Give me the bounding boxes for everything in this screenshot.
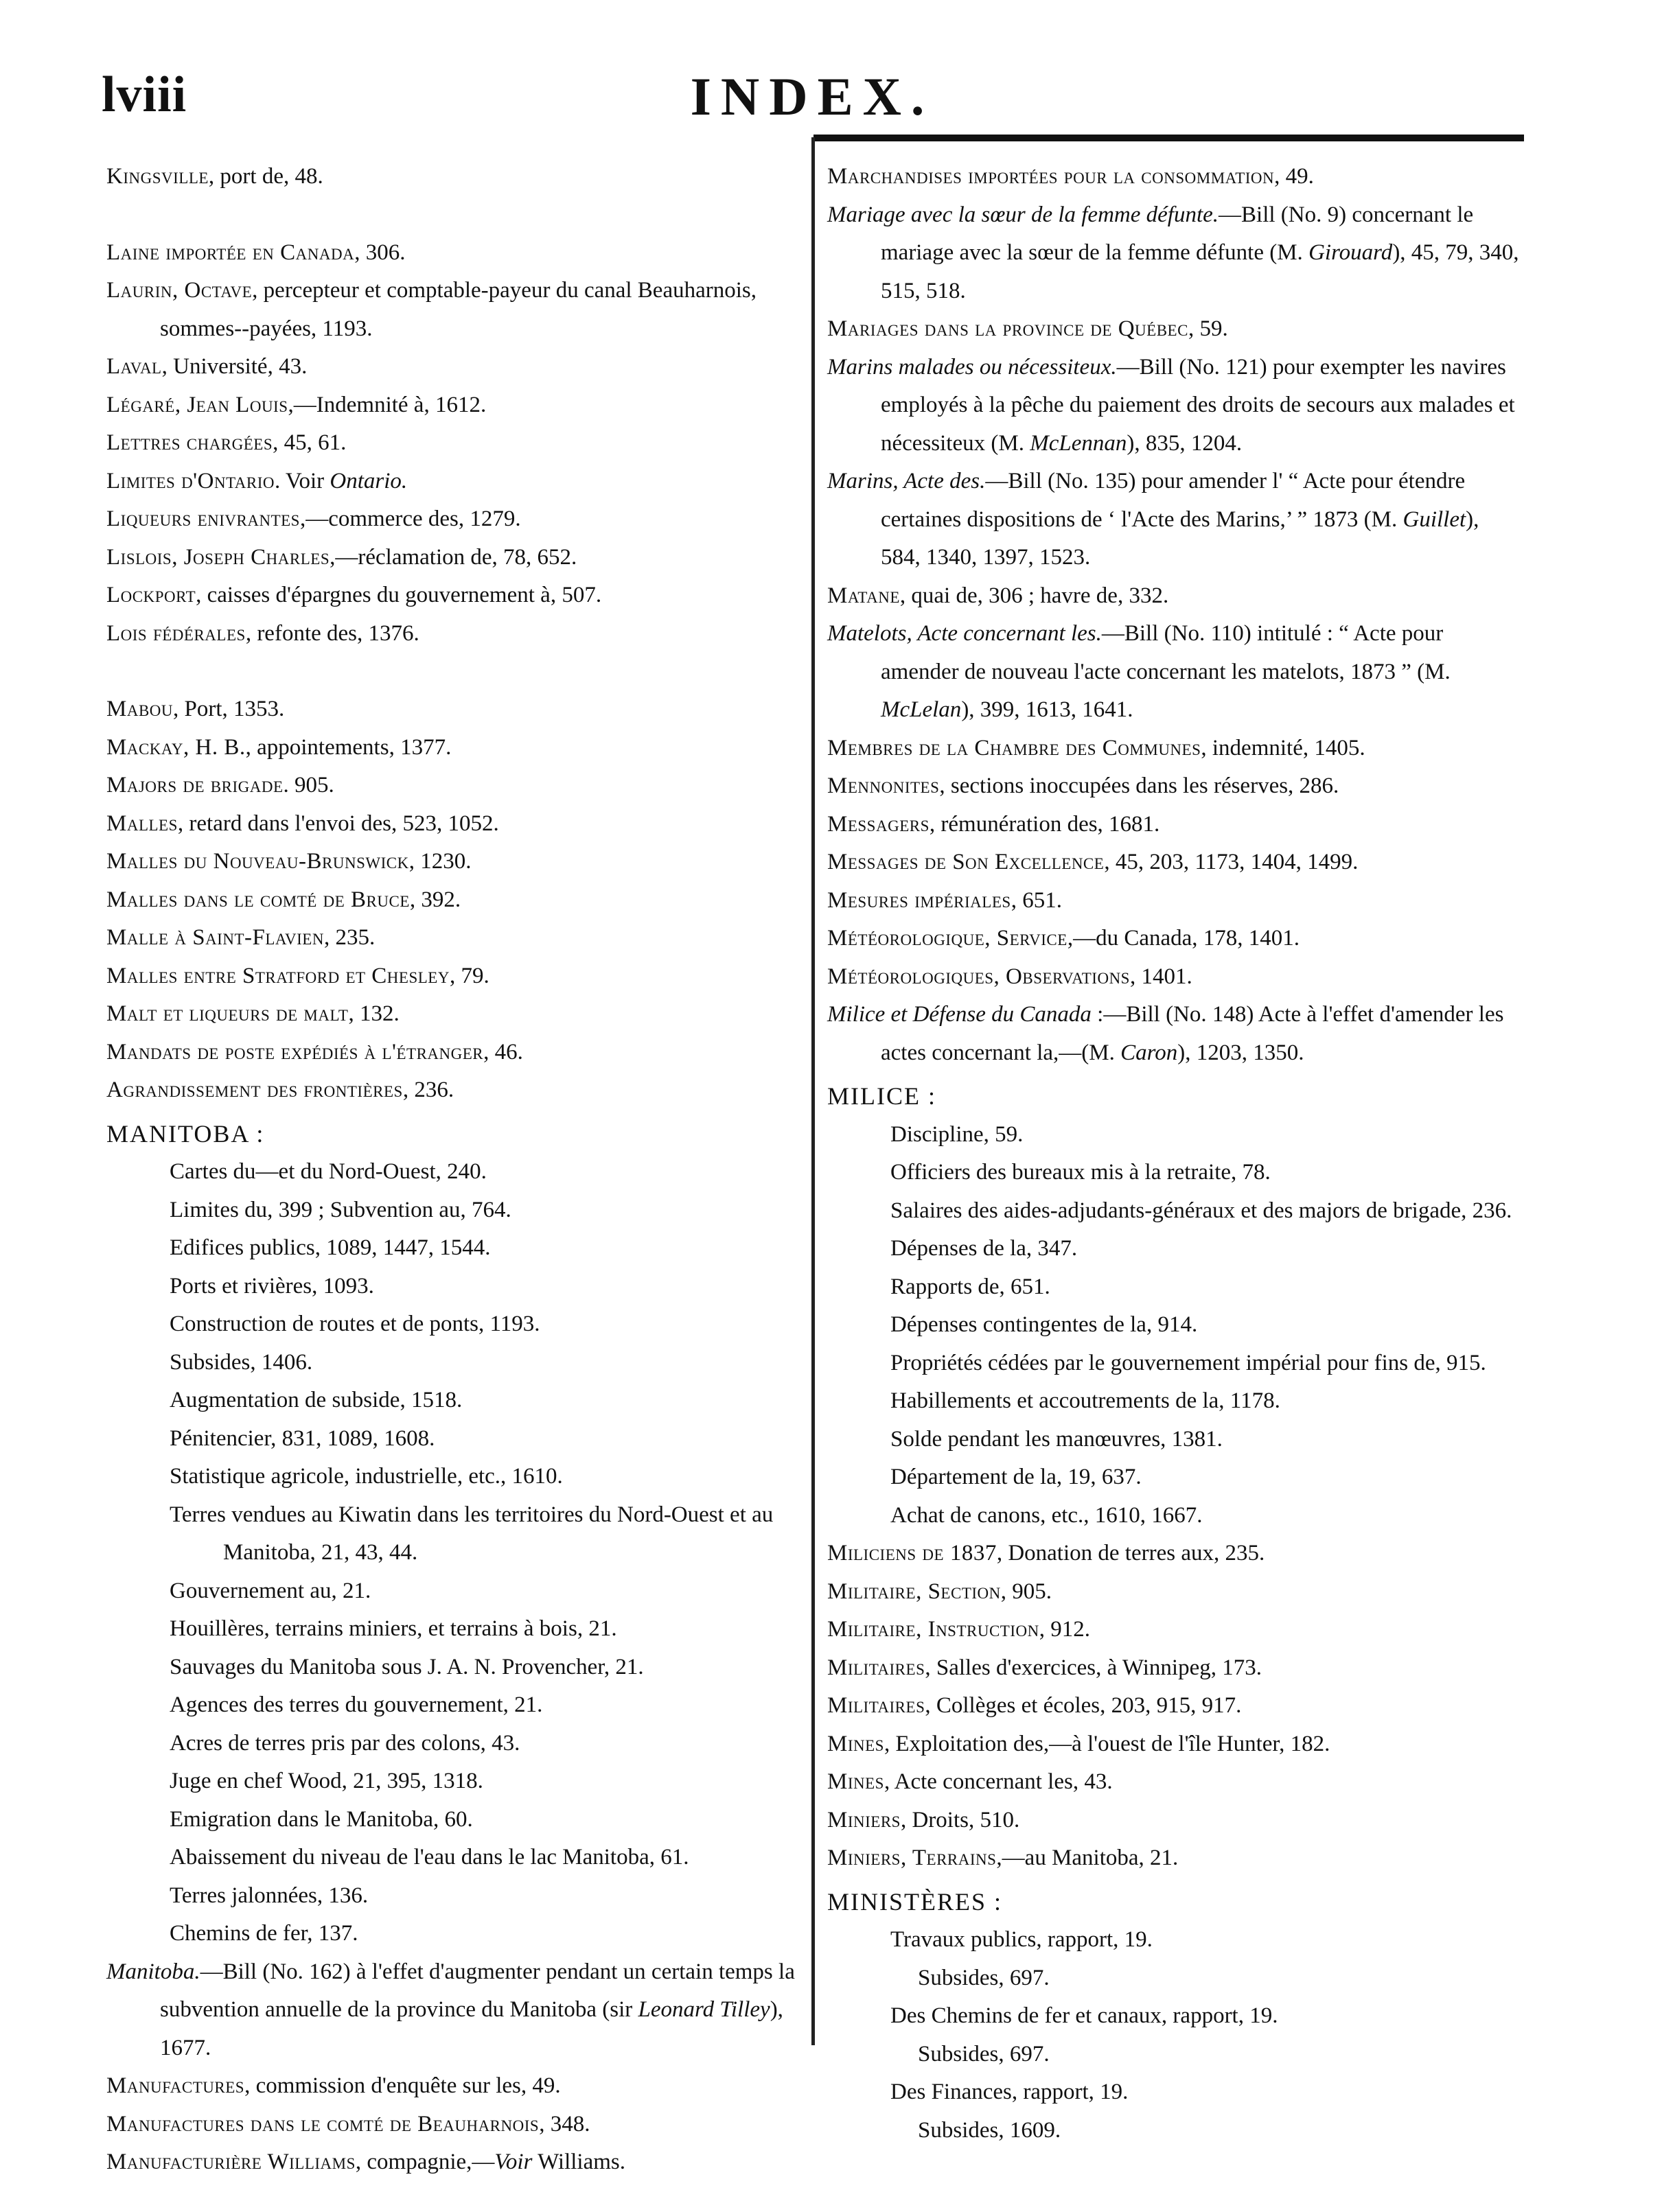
- entry-text: Solde pendant les manœuvres, 1381.: [890, 1426, 1223, 1452]
- index-subentry: [106, 1839, 800, 1877]
- entry-heading: Météorologiques, Observations: [827, 964, 1130, 989]
- entry-heading: Mariages dans la province de Québec: [827, 316, 1188, 341]
- entry-text: . Voir: [275, 468, 330, 493]
- entry-text: Discipline, 59.: [890, 1121, 1024, 1147]
- entry-heading: Malles entre Stratford et Chesley: [106, 963, 450, 988]
- entry-text: , commission d'enquête sur les, 49.: [244, 2073, 561, 2098]
- entry-text: , 348.: [539, 2111, 590, 2137]
- entry-gap: [827, 1072, 1521, 1078]
- entry-heading: Laine importée en Canada: [106, 240, 355, 265]
- index-entry: [106, 767, 800, 805]
- entry-heading: Météorologique, Service: [827, 926, 1067, 951]
- index-entry: [106, 995, 800, 1034]
- index-entry: [827, 310, 1521, 349]
- index-subentry: [106, 1572, 800, 1611]
- entry-text: , Port, 1353.: [173, 697, 285, 721]
- index-entry: [827, 1839, 1521, 1878]
- entry-text: Des Chemins de fer et canaux, rapport, 19.: [890, 2003, 1278, 2028]
- index-entry: [827, 158, 1521, 196]
- entry-text: —Bill (No. 135) pour amender l' “ Acte pour étendre certaines dispositions de ‘ l'Acte des Marins,’ ” 1873 (M.: [881, 469, 1466, 532]
- entry-tail: ), 45, 79, 340, 515, 518.: [881, 240, 1519, 303]
- index-subentry: [106, 1420, 800, 1458]
- index-subentry: [827, 1230, 1521, 1268]
- entry-text: , 905.: [1000, 1579, 1052, 1604]
- entry-heading: Lockport: [106, 583, 196, 607]
- entry-text: Terres jalonnées, 136.: [170, 1883, 369, 1908]
- index-entry: [106, 386, 800, 425]
- entry-heading: Malles du Nouveau-Brunswick: [106, 849, 409, 874]
- entry-gap: [106, 196, 800, 234]
- entry-heading: Laurin, Octave: [106, 278, 253, 303]
- index-subentry: [106, 1725, 800, 1763]
- entry-text: ,—du Canada, 178, 1401.: [1067, 926, 1300, 951]
- entry-heading: Mackay, H. B.: [106, 734, 246, 760]
- entry-text: , 132.: [348, 1001, 400, 1026]
- header-rule: [813, 135, 1524, 141]
- entry-heading: Mines: [827, 1731, 884, 1756]
- entry-tail: ), 399, 1613, 1641.: [961, 697, 1133, 722]
- index-entry: [106, 1953, 800, 2068]
- entry-text: , 45, 61.: [273, 430, 347, 455]
- entry-text: , Université, 43.: [161, 354, 308, 379]
- entry-heading: Lislois, Joseph Charles: [106, 544, 330, 570]
- entry-text: Chemins de fer, 137.: [170, 1921, 358, 1946]
- entry-text: Edifices publics, 1089, 1447, 1544.: [170, 1235, 491, 1260]
- entry-text: , 235.: [323, 925, 376, 950]
- entry-heading: Mandats de poste expédiés à l'étranger: [106, 1039, 484, 1064]
- index-entry: [827, 615, 1521, 730]
- entry-heading: Miliciens de 1837: [827, 1541, 997, 1565]
- entry-heading: Liqueurs enivrantes: [106, 507, 300, 531]
- entry-text: , 46.: [483, 1039, 523, 1064]
- section-heading: MANITOBA :: [106, 1119, 265, 1148]
- entry-text: Augmentation de subside, 1518.: [170, 1388, 463, 1412]
- index-entry: [106, 234, 800, 272]
- index-entry: [106, 2143, 800, 2182]
- index-subentry: [106, 1915, 800, 1953]
- entry-text: Rapports de, 651.: [890, 1274, 1050, 1299]
- entry-text: , retard dans l'envoi des, 523, 1052.: [177, 811, 499, 836]
- entry-heading: Matane: [827, 583, 900, 608]
- entry-text: Sauvages du Manitoba sous J. A. N. Provencher, 21.: [170, 1654, 644, 1679]
- entry-heading: Majors de brigade: [106, 773, 284, 798]
- entry-text: Salaires des aides-adjudants-généraux et des majors de brigade, 236.: [890, 1198, 1512, 1223]
- entry-text: Houillères, terrains miniers, et terrains à bois, 21.: [170, 1616, 617, 1641]
- index-entry: [827, 1611, 1521, 1649]
- entry-text: Habillements et accoutrements de la, 1178.: [890, 1388, 1280, 1413]
- section-heading: MINISTÈRES :: [827, 1887, 1003, 1916]
- entry-text: Agences des terres du gouvernement, 21.: [170, 1692, 543, 1717]
- entry-italic: Voir: [494, 2150, 533, 2174]
- index-entry: [827, 1573, 1521, 1611]
- entry-text: , 79.: [449, 963, 489, 988]
- index-entry: [106, 348, 800, 386]
- index-entry: [106, 1034, 800, 1072]
- entry-text: Département de la, 19, 637.: [890, 1465, 1142, 1489]
- entry-heading: Messagers: [827, 811, 930, 837]
- index-entry: [106, 2106, 800, 2144]
- entry-text: ,—réclamation de, 78, 652.: [330, 544, 577, 570]
- index-entry: [827, 1687, 1521, 1725]
- entry-heading: Militaires: [827, 1693, 925, 1718]
- entry-heading: Mennonites: [827, 773, 940, 798]
- index-entry: [106, 539, 800, 577]
- index-entry: [106, 843, 800, 881]
- index-subentry: [827, 1192, 1521, 1231]
- entry-gap: [827, 1878, 1521, 1883]
- index-entry: [827, 1649, 1521, 1688]
- index-entry: [827, 843, 1521, 882]
- entry-text: Limites du, 399 ; Subvention au, 764.: [170, 1197, 511, 1222]
- entry-heading: Mabou: [106, 697, 174, 721]
- entry-text: —Bill (No. 9) concernant le mariage avec la sœur de la femme défunte (M.: [881, 202, 1474, 265]
- right-column: [827, 158, 1521, 2150]
- entry-text: ,—au Manitoba, 21.: [996, 1846, 1179, 1870]
- entry-text: Ports et rivières, 1093.: [170, 1273, 374, 1299]
- entry-italic: Guillet: [1403, 507, 1466, 532]
- entry-text: , Acte concernant les, 43.: [884, 1769, 1113, 1794]
- entry-text: Cartes du—et du Nord-Ouest, 240.: [170, 1159, 487, 1184]
- entry-text: , quai de, 306 ; havre de, 332.: [899, 583, 1169, 608]
- entry-text: , 45, 203, 1173, 1404, 1499.: [1104, 850, 1359, 874]
- entry-text: Subsides, 1406.: [170, 1349, 313, 1375]
- index-entry: [106, 919, 800, 957]
- entry-tail: ), 1203, 1350.: [1177, 1040, 1304, 1065]
- index-entry: [827, 730, 1521, 768]
- entry-text: —Bill (No. 162) à l'effet d'augmenter pendant un certain temps la subvention annuelle de la province du Manitoba (sir: [160, 1959, 795, 2022]
- entry-heading: Lois fédérales: [106, 620, 246, 646]
- entry-text: , compagnie,—: [355, 2150, 495, 2174]
- index-subentry: [106, 1877, 800, 1916]
- index-subentry: [827, 1921, 1521, 1959]
- entry-text: , Droits, 510.: [900, 1807, 1020, 1832]
- index-entry: [827, 1725, 1521, 1764]
- entry-heading: Marchandises importées pour la consommation: [827, 164, 1275, 189]
- index-subentry: [106, 1191, 800, 1230]
- entry-heading-italic: Milice et Défense du Canada: [827, 1002, 1092, 1027]
- entry-heading-italic: Marins malades ou nécessiteux.: [827, 354, 1117, 380]
- index-subentry: [106, 1305, 800, 1344]
- index-subentry: [106, 1610, 800, 1649]
- index-subentry: [827, 1344, 1521, 1383]
- index-entry: [827, 882, 1521, 920]
- entry-heading: Mesures impériales: [827, 887, 1011, 913]
- entry-text: Propriétés cédées par le gouvernement impérial pour fins de, 915.: [890, 1350, 1486, 1375]
- index-entry: [106, 500, 800, 539]
- entry-text: Officiers des bureaux mis à la retraite, 78.: [890, 1160, 1271, 1185]
- entry-heading: Kingsville: [106, 164, 209, 189]
- index-entry: [106, 2067, 800, 2106]
- index-subentry: [106, 1458, 800, 1496]
- index-subentry: [827, 1268, 1521, 1307]
- index-entry: [106, 957, 800, 996]
- entry-text: , 912.: [1039, 1617, 1090, 1642]
- index-entry: [106, 615, 800, 653]
- index-subentry: [106, 1649, 800, 1687]
- entry-italic: Girouard: [1308, 240, 1393, 265]
- entry-text: , rémunération des, 1681.: [929, 811, 1160, 837]
- index-subentry: [827, 1997, 1521, 2036]
- index-entry: [106, 577, 800, 615]
- entry-heading: Laval: [106, 354, 162, 379]
- index-entry: [106, 1071, 800, 1110]
- entry-text: , appointements, 1377.: [245, 734, 452, 760]
- entry-text: , 236.: [402, 1078, 454, 1102]
- entry-text: , Donation de terres aux, 235.: [996, 1541, 1265, 1565]
- entry-text: , 59.: [1188, 316, 1228, 341]
- entry-text: Terres vendues au Kiwatin dans les territoires du Nord-Ouest et au Manitoba, 21, 43, 44.: [170, 1502, 774, 1565]
- entry-text: ,—Indemnité à, 1612.: [288, 392, 487, 417]
- entry-text: Emigration dans le Manitoba, 60.: [170, 1806, 473, 1832]
- index-entry: [106, 463, 800, 501]
- page-number: lviii: [102, 67, 187, 123]
- index-subentry: [106, 1801, 800, 1839]
- index-subentry: [106, 1762, 800, 1801]
- index-subentry: [827, 1382, 1521, 1421]
- index-entry: [827, 463, 1521, 577]
- entry-tail: ), 584, 1340, 1397, 1523.: [881, 507, 1479, 570]
- entry-text: , 651.: [1011, 887, 1062, 913]
- entry-heading-italic: Mariage avec la sœur de la femme défunte.: [827, 202, 1219, 227]
- index-subentry: [827, 1421, 1521, 1459]
- entry-italic: McLelan: [881, 697, 962, 722]
- index-subentry: [827, 2036, 1521, 2074]
- index-subentry: [827, 1116, 1521, 1154]
- index-entry: [827, 1535, 1521, 1573]
- entry-text: Subsides, 697.: [918, 2041, 1050, 2067]
- index-entry: [827, 958, 1521, 997]
- entry-text: , sections inoccupées dans les réserves, 286.: [939, 773, 1339, 798]
- entry-heading: Malles dans le comté de Bruce: [106, 887, 410, 912]
- index-subentry: [106, 1229, 800, 1268]
- index-entry: [106, 272, 800, 348]
- entry-text: Des Finances, rapport, 19.: [890, 2080, 1129, 2104]
- entry-gap: [106, 653, 800, 690]
- column-divider: [811, 137, 815, 2045]
- entry-text: :—Bill (No. 148) Acte à l'effet d'amender les actes concernant la,—(M.: [881, 1002, 1504, 1065]
- index-subentry: [106, 1686, 800, 1725]
- entry-text: Dépenses contingentes de la, 914.: [890, 1312, 1198, 1337]
- entry-tail: ), 835, 1204.: [1127, 430, 1243, 456]
- entry-text: Juge en chef Wood, 21, 395, 1318.: [170, 1769, 483, 1793]
- index-subentry: [106, 1344, 800, 1382]
- entry-text: Statistique agricole, industrielle, etc., 1610.: [170, 1464, 563, 1489]
- entry-heading-italic: Marins, Acte des.: [827, 469, 986, 493]
- entry-heading: Légaré, Jean Louis: [106, 392, 288, 417]
- entry-heading: Militaire, Section: [827, 1579, 1001, 1604]
- entry-text: Gouvernement au, 21.: [170, 1578, 371, 1603]
- entry-text: , Exploitation des,—à l'ouest de l'île Hunter, 182.: [884, 1731, 1330, 1756]
- entry-text: Achat de canons, etc., 1610, 1667.: [890, 1502, 1203, 1528]
- entry-heading-italic: Matelots, Acte concernant les.: [827, 621, 1102, 646]
- entry-heading: Manufactures: [106, 2073, 245, 2098]
- entry-text: Abaissement du niveau de l'eau dans le lac Manitoba, 61.: [170, 1845, 689, 1870]
- left-column: [106, 158, 800, 2182]
- entry-text: ,—commerce des, 1279.: [299, 507, 521, 531]
- entry-text: , 1230.: [408, 849, 472, 874]
- index-subentry: [827, 1959, 1521, 1998]
- index-entry: [827, 1763, 1521, 1802]
- entry-heading: Malle à Saint-Flavien: [106, 925, 324, 950]
- entry-heading: Manufacturière Williams: [106, 2150, 356, 2174]
- entry-text: , refonte des, 1376.: [245, 620, 419, 646]
- entry-text: . 905.: [283, 773, 334, 798]
- entry-heading: Miniers, Terrains: [827, 1846, 997, 1870]
- index-entry: [827, 577, 1521, 616]
- entry-text: —Bill (No. 121) pour exempter les navires employés à la pêche du paiement des droits de secours aux malades et nécessiteux (M.: [881, 354, 1515, 456]
- index-subentry: [106, 1268, 800, 1306]
- index-entry: [827, 767, 1521, 806]
- entry-heading: Limites d'Ontario: [106, 468, 275, 493]
- entry-text: Pénitencier, 831, 1089, 1608.: [170, 1425, 435, 1451]
- page-header: [102, 66, 1523, 141]
- entry-gap: [106, 1110, 800, 1115]
- index-entry: [106, 158, 800, 196]
- index-subentry: [106, 1382, 800, 1420]
- entry-text: Construction de routes et de ponts, 1193.: [170, 1312, 540, 1336]
- entry-tail: ), 1677.: [160, 1997, 783, 2060]
- entry-text: , indemnité, 1405.: [1201, 735, 1365, 760]
- page-title: INDEX.: [690, 67, 934, 126]
- index-entry: [106, 729, 800, 767]
- entry-heading: Membres de la Chambre des Communes: [827, 735, 1201, 760]
- entry-text: , 49.: [1274, 164, 1314, 189]
- index-entry: [827, 1802, 1521, 1840]
- entry-text: , 306.: [354, 240, 406, 265]
- entry-text: Acres de terres pris par des colons, 43.: [170, 1730, 520, 1756]
- index-entry: [827, 806, 1521, 844]
- entry-heading: Militaire, Instruction: [827, 1617, 1039, 1642]
- entry-text: Travaux publics, rapport, 19.: [890, 1927, 1153, 1952]
- index-subentry: [827, 1497, 1521, 1535]
- index-subentry: [827, 2112, 1521, 2150]
- entry-text: , 392.: [409, 887, 461, 912]
- index-entry: [827, 349, 1521, 463]
- index-subentry: [106, 1153, 800, 1191]
- entry-text: —Bill (No. 110) intitulé : “ Acte pour amender de nouveau l'acte concernant les matelots, 1873 ” (M.: [881, 621, 1451, 684]
- index-subentry: [106, 1496, 800, 1572]
- entry-italic: Leonard Tilley: [638, 1997, 770, 2022]
- index-entry: [827, 920, 1521, 958]
- entry-text: , 1401.: [1129, 964, 1192, 989]
- entry-text: , Collèges et écoles, 203, 915, 917.: [925, 1693, 1242, 1718]
- entry-italic: McLennan: [1030, 430, 1127, 456]
- entry-text: , port de, 48.: [208, 164, 323, 189]
- index-subentry: [827, 2073, 1521, 2112]
- entry-italic: Ontario.: [330, 468, 408, 493]
- entry-heading: Mines: [827, 1769, 884, 1794]
- index-entry: [827, 996, 1521, 1072]
- entry-text: Dépenses de la, 347.: [890, 1236, 1078, 1261]
- entry-text: Subsides, 697.: [918, 1965, 1050, 1990]
- entry-text: Subsides, 1609.: [918, 2117, 1061, 2143]
- entry-heading: Militaires: [827, 1655, 925, 1680]
- entry-heading: Lettres chargées: [106, 430, 273, 455]
- entry-heading: Miniers: [827, 1807, 901, 1832]
- index-entry: [106, 805, 800, 843]
- index-entry: [106, 881, 800, 920]
- entry-heading: Agrandissement des frontières: [106, 1078, 403, 1102]
- entry-heading: Malles: [106, 811, 178, 836]
- index-entry: [827, 196, 1521, 311]
- index-subentry: [827, 1458, 1521, 1497]
- entry-heading: Messages de Son Excellence: [827, 850, 1105, 874]
- index-subentry: [827, 1306, 1521, 1344]
- entry-text: , caisses d'épargnes du gouvernement à, 507.: [196, 583, 602, 607]
- index-subentry: [827, 1154, 1521, 1192]
- index-entry: [106, 690, 800, 729]
- entry-heading: Malt et liqueurs de malt: [106, 1001, 349, 1026]
- index-entry: [106, 424, 800, 463]
- entry-tail: Williams.: [532, 2150, 625, 2174]
- entry-italic: Caron: [1120, 1040, 1178, 1065]
- section-heading: MILICE :: [827, 1082, 936, 1110]
- entry-text: , percepteur et comptable-payeur du canal Beauharnois, sommes--payées, 1193.: [160, 278, 757, 341]
- entry-heading-italic: Manitoba.: [106, 1959, 200, 1984]
- entry-text: , Salles d'exercices, à Winnipeg, 173.: [925, 1655, 1262, 1680]
- entry-heading: Manufactures dans le comté de Beauharnois: [106, 2111, 540, 2137]
